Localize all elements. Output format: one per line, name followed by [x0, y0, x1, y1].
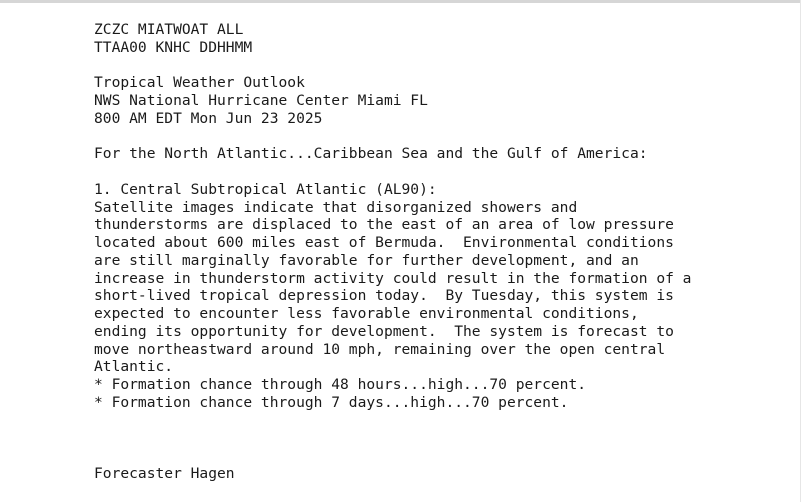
system-body-line: thunderstorms are displaced to the east of an area of low pressure	[94, 216, 674, 234]
system-body-line: expected to encounter less favorable environmental conditions,	[94, 305, 639, 322]
blank-line	[94, 447, 691, 465]
issue-time: 800 AM EDT Mon Jun 23 2025	[94, 109, 323, 127]
system-body-line: ending its opportunity for development. The system is forecast to	[94, 322, 674, 340]
blank-line	[94, 163, 691, 181]
blank-line	[94, 412, 691, 430]
blank-line	[94, 128, 691, 146]
outlook-text	[94, 21, 691, 483]
header-line-2: TTAA00 KNHC DDHHMM	[94, 38, 253, 56]
system-body-line: move northeastward around 10 mph, remaining over the open central	[94, 340, 666, 358]
blank-line	[94, 57, 691, 75]
issuing-office: NWS National Hurricane Center Miami FL	[94, 92, 428, 109]
system-body-line: located about 600 miles east of Bermuda. Environmental conditions	[94, 234, 674, 251]
blank-line	[94, 429, 691, 447]
system-body-line: are still marginally favorable for further development, and an	[94, 251, 639, 269]
formation-chance-7d: * Formation chance through 7 days...high...70 percent.	[94, 393, 569, 411]
header-line-1: ZCZC MIATWOAT ALL	[94, 21, 244, 38]
system-body-line: Satellite images indicate that disorganized showers and	[94, 198, 578, 216]
forecaster-signature: Forecaster Hagen	[94, 464, 235, 482]
system-body-line: Atlantic.	[94, 358, 174, 376]
region-line: For the North Atlantic...Caribbean Sea and the Gulf of America:	[94, 145, 648, 163]
system-heading: 1. Central Subtropical Atlantic (AL90):	[94, 180, 437, 198]
system-body-line: short-lived tropical depression today. By Tuesday, this system is	[94, 287, 674, 305]
formation-chance-48h: * Formation chance through 48 hours...high...70 percent.	[94, 376, 587, 393]
top-border	[0, 0, 801, 3]
system-body-line: increase in thunderstorm activity could result in the formation of a	[94, 269, 692, 287]
product-title: Tropical Weather Outlook	[94, 74, 305, 92]
